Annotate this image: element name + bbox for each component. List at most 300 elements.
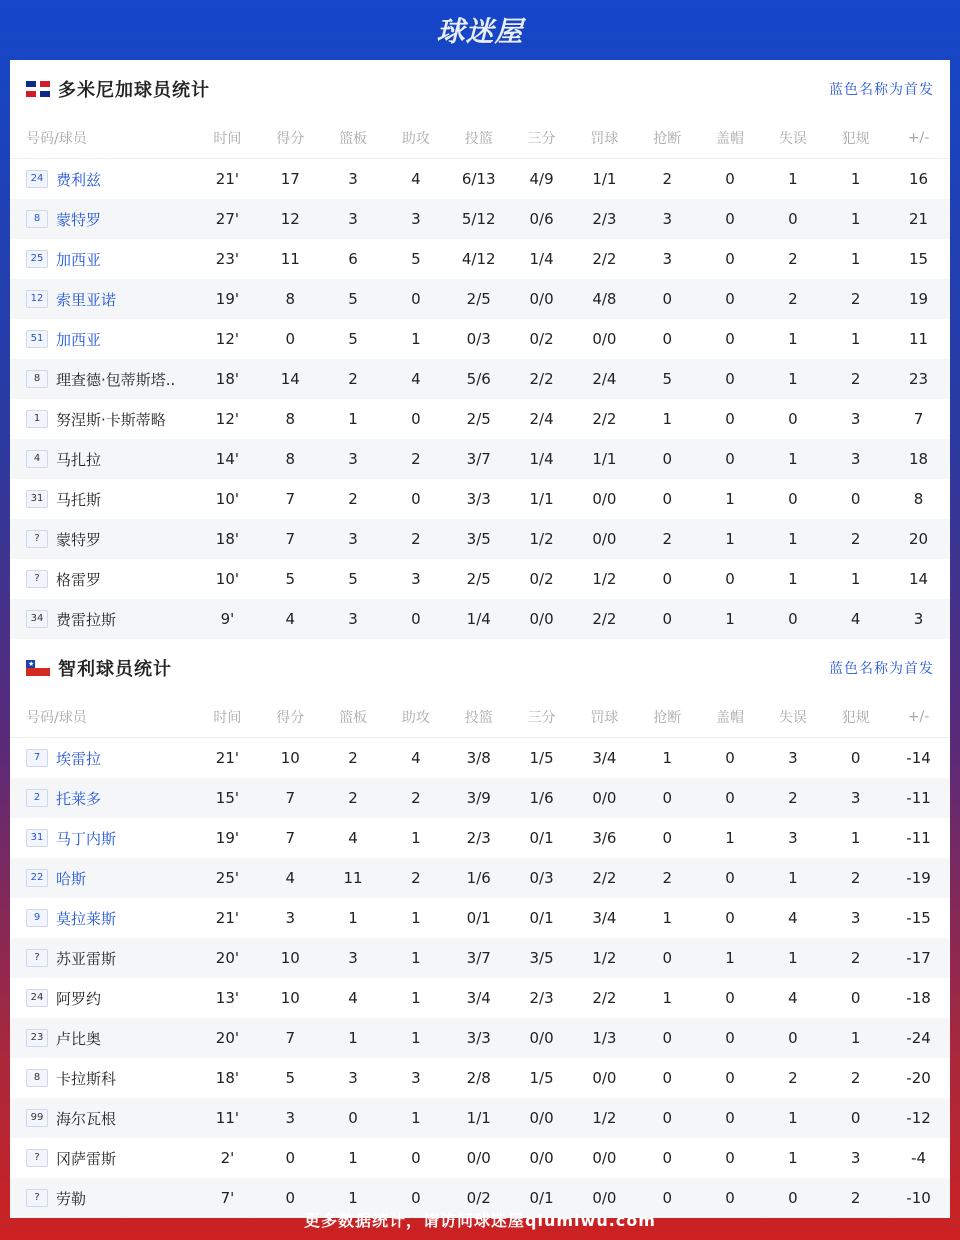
stat-cell: 27' xyxy=(196,199,259,239)
table-row[interactable] xyxy=(10,599,950,639)
player-name[interactable]: 蒙特罗 xyxy=(56,210,102,229)
stat-cell: 9' xyxy=(196,599,259,639)
table-row[interactable] xyxy=(10,159,950,200)
stat-cell: 1/5 xyxy=(529,1069,554,1087)
stat-cell: 0 xyxy=(725,909,735,927)
player-cell xyxy=(10,1018,196,1058)
jersey-number: 12 xyxy=(26,290,48,308)
column-header: 投篮 xyxy=(447,697,510,738)
stat-cell: 18' xyxy=(215,1069,240,1087)
stat-cell: 1 xyxy=(761,938,824,978)
jersey-number: ? xyxy=(26,570,48,588)
stat-cell: 1/1 xyxy=(529,490,554,508)
stat-cell: 25' xyxy=(196,858,259,898)
stat-cell: 3 xyxy=(824,439,887,479)
starter-note: 蓝色名称为首发 xyxy=(829,661,934,677)
stat-cell: 10' xyxy=(215,570,240,588)
stat-cell: 13' xyxy=(215,989,240,1007)
stat-cell: 0 xyxy=(761,599,824,639)
stat-cell: 23 xyxy=(887,359,950,399)
jersey-number: ? xyxy=(26,1149,48,1167)
stat-cell: -11 xyxy=(887,778,950,818)
stat-cell: 0 xyxy=(662,829,672,847)
stat-cell: 1 xyxy=(348,909,358,927)
stat-cell: 1 xyxy=(662,749,672,767)
stat-cell: 3/8 xyxy=(466,749,491,767)
stat-cell: 1/4 xyxy=(447,599,510,639)
jersey-number: 4 xyxy=(26,450,48,468)
column-header: 罚球 xyxy=(573,118,636,159)
table-row[interactable] xyxy=(10,1138,950,1178)
stat-cell: 3 xyxy=(322,599,385,639)
stat-cell: 4/9 xyxy=(529,170,554,188)
jersey-number: 31 xyxy=(26,490,48,508)
stat-cell: 0 xyxy=(725,170,735,188)
stat-cell: 2/3 xyxy=(466,829,491,847)
stat-cell: 1 xyxy=(850,250,861,268)
stat-cell: 0 xyxy=(761,1178,824,1218)
table-row[interactable] xyxy=(10,279,950,319)
stat-cell: 3/7 xyxy=(447,439,510,479)
stat-cell: 3 xyxy=(850,410,861,428)
stat-cell: 0 xyxy=(662,570,672,588)
player-name[interactable]: 费雷拉斯 xyxy=(56,610,117,629)
player-cell xyxy=(10,359,196,399)
stat-cell: 3 xyxy=(348,170,358,188)
player-name[interactable]: 海尔瓦根 xyxy=(56,1109,117,1128)
stat-cell: 3/4 xyxy=(592,909,617,927)
stat-cell: 4 xyxy=(348,829,358,847)
table-row[interactable] xyxy=(10,519,950,559)
stat-cell: 11 xyxy=(322,858,385,898)
table-row[interactable] xyxy=(10,778,950,818)
stat-cell: -17 xyxy=(887,938,950,978)
column-header: 犯规 xyxy=(824,118,887,159)
stat-cell: 2 xyxy=(824,858,887,898)
player-name[interactable]: 卢比奥 xyxy=(56,1029,102,1048)
stat-cell: 3 xyxy=(411,570,421,588)
player-cell xyxy=(10,818,196,858)
stat-cell: 0 xyxy=(636,279,699,319)
stat-cell: 0 xyxy=(411,1149,421,1167)
stat-cell: 0/2 xyxy=(529,330,554,348)
stat-cell: 11 xyxy=(909,330,929,348)
stat-cell: 2/2 xyxy=(592,250,617,268)
column-header: 犯规 xyxy=(824,697,887,738)
table-row[interactable] xyxy=(10,1098,950,1138)
jersey-number: 9 xyxy=(26,909,48,927)
stat-cell: 5 xyxy=(285,570,296,588)
table-row[interactable] xyxy=(10,399,950,439)
stat-cell: 1/2 xyxy=(592,570,617,588)
player-name[interactable]: 费利兹 xyxy=(56,170,102,189)
player-cell xyxy=(10,199,196,239)
jersey-number: 22 xyxy=(26,869,48,887)
stat-cell: 0/0 xyxy=(573,778,636,818)
jersey-number: 8 xyxy=(26,210,48,228)
player-name[interactable]: 加西亚 xyxy=(56,250,102,269)
stat-cell: 2 xyxy=(384,519,447,559)
section-title: 智利球员统计 xyxy=(58,659,172,680)
stat-cell: 1 xyxy=(411,330,421,348)
stat-cell: 20' xyxy=(196,1018,259,1058)
stat-cell: 0 xyxy=(699,778,762,818)
player-name[interactable]: 理查德·包蒂斯塔.. xyxy=(56,370,176,389)
stat-cell: 2/3 xyxy=(573,199,636,239)
stat-cell: 0/0 xyxy=(466,1149,491,1167)
stat-cell: 2 xyxy=(384,439,447,479)
stat-cell: 0 xyxy=(411,410,421,428)
stat-cell: 2' xyxy=(220,1149,235,1167)
stat-cell: 1 xyxy=(725,829,735,847)
stat-cell: 0 xyxy=(725,749,735,767)
stat-cell: 2 xyxy=(384,778,447,818)
stat-cell: 0 xyxy=(761,199,824,239)
column-header: +/- xyxy=(887,697,950,738)
stat-cell: 1 xyxy=(850,570,861,588)
player-name[interactable]: 努涅斯·卡斯蒂略 xyxy=(56,410,166,429)
stat-cell: 3 xyxy=(788,749,798,767)
stat-cell: 0 xyxy=(384,1178,447,1218)
stat-cell: 0 xyxy=(662,1149,672,1167)
table-row[interactable] xyxy=(10,818,950,858)
stat-cell: 0 xyxy=(411,490,421,508)
stat-cell: 1 xyxy=(348,410,358,428)
stat-cell: 1/1 xyxy=(573,439,636,479)
player-name[interactable]: 埃雷拉 xyxy=(56,749,102,768)
stat-cell: 21 xyxy=(887,199,950,239)
column-header: 号码/球员 xyxy=(10,697,196,738)
stat-cell: 12' xyxy=(215,330,240,348)
stat-cell: 12 xyxy=(259,199,322,239)
stat-cell: 5 xyxy=(285,1069,296,1087)
stat-cell: 5/6 xyxy=(447,359,510,399)
player-name[interactable]: 托莱多 xyxy=(56,789,102,808)
stat-cell: 17 xyxy=(280,170,300,188)
player-name[interactable]: 苏亚雷斯 xyxy=(56,949,117,968)
player-cell xyxy=(10,439,196,479)
table-row[interactable] xyxy=(10,898,950,938)
stat-cell: 0 xyxy=(824,1098,887,1138)
stat-cell: 0/1 xyxy=(529,829,554,847)
stat-cell: 3 xyxy=(259,1098,322,1138)
stat-cell: 11 xyxy=(280,250,300,268)
table-row[interactable] xyxy=(10,738,950,779)
stat-cell: 1 xyxy=(411,909,421,927)
stat-cell: 3 xyxy=(662,250,672,268)
stat-cell: -10 xyxy=(887,1178,950,1218)
jersey-number: ? xyxy=(26,949,48,967)
stat-cell: 23' xyxy=(215,250,240,268)
column-header: 抢断 xyxy=(636,118,699,159)
stat-cell: 11' xyxy=(196,1098,259,1138)
stat-cell: 0 xyxy=(850,490,861,508)
player-name[interactable]: 卡拉斯科 xyxy=(56,1069,117,1088)
stat-cell: 7 xyxy=(259,519,322,559)
stat-cell: 1 xyxy=(699,519,762,559)
stat-cell: 2/2 xyxy=(510,359,573,399)
stat-cell: 0 xyxy=(384,599,447,639)
stat-cell: 1 xyxy=(761,519,824,559)
stat-cell: 0 xyxy=(788,410,798,428)
jersey-number: 99 xyxy=(26,1109,48,1127)
stat-cell: 0 xyxy=(259,1178,322,1218)
player-cell xyxy=(10,978,196,1018)
stat-cell: 6/13 xyxy=(461,170,496,188)
jersey-number: ? xyxy=(26,530,48,548)
stat-cell: 3/7 xyxy=(447,938,510,978)
stat-cell: 2 xyxy=(824,279,887,319)
section-header xyxy=(10,639,950,697)
stat-cell: 0 xyxy=(662,490,672,508)
stat-cell: 20 xyxy=(887,519,950,559)
stat-cell: 2 xyxy=(322,359,385,399)
stat-cell: 2 xyxy=(824,938,887,978)
stat-cell: 4/8 xyxy=(573,279,636,319)
stat-cell: 0 xyxy=(636,1018,699,1058)
column-header: 失误 xyxy=(761,697,824,738)
stat-cell: 5 xyxy=(411,250,421,268)
table-row[interactable] xyxy=(10,1058,950,1098)
stat-cell: 1 xyxy=(788,1149,798,1167)
table-row[interactable] xyxy=(10,1018,950,1058)
stat-cell: 2/2 xyxy=(592,989,617,1007)
stat-cell: 0 xyxy=(285,330,296,348)
player-name[interactable]: 哈斯 xyxy=(56,869,87,888)
stat-cell: 19' xyxy=(215,829,240,847)
stat-cell: 1 xyxy=(662,909,672,927)
stat-cell: 1/2 xyxy=(510,519,573,559)
column-header: 号码/球员 xyxy=(10,118,196,159)
table-row[interactable] xyxy=(10,439,950,479)
player-cell xyxy=(10,938,196,978)
stat-cell: 1/6 xyxy=(510,778,573,818)
stat-cell: 1 xyxy=(662,989,672,1007)
stat-cell: 0/0 xyxy=(573,1178,636,1218)
stat-cell: 3/5 xyxy=(447,519,510,559)
stat-cell: 0 xyxy=(850,989,861,1007)
stat-cell: 2 xyxy=(761,778,824,818)
column-header: 盖帽 xyxy=(699,697,762,738)
player-cell xyxy=(10,479,196,519)
stat-cell: 4 xyxy=(259,599,322,639)
stat-cell: 7 xyxy=(259,1018,322,1058)
table-row[interactable] xyxy=(10,559,950,599)
player-name[interactable]: 马托斯 xyxy=(56,490,102,509)
stat-cell: 15' xyxy=(196,778,259,818)
stat-cell: 7 xyxy=(259,778,322,818)
stat-cell: 1 xyxy=(788,330,798,348)
stat-cell: 4 xyxy=(259,858,322,898)
stat-cell: 3 xyxy=(850,1149,861,1167)
stat-cell: 0/2 xyxy=(447,1178,510,1218)
player-name[interactable]: 莫拉莱斯 xyxy=(56,909,117,928)
stat-cell: 1 xyxy=(761,1098,824,1138)
stat-cell: 1/4 xyxy=(510,439,573,479)
stat-cell: -18 xyxy=(906,989,931,1007)
stat-cell: 0 xyxy=(384,279,447,319)
stat-cell: 3 xyxy=(636,199,699,239)
stat-cell: 0/0 xyxy=(510,1018,573,1058)
stat-cell: 18' xyxy=(196,359,259,399)
stat-cell: 1 xyxy=(725,490,735,508)
team-section-dominican xyxy=(10,60,950,639)
stat-cell: 18 xyxy=(887,439,950,479)
stat-cell: 2/5 xyxy=(447,279,510,319)
stat-cell: 4 xyxy=(411,170,421,188)
stat-cell: 1 xyxy=(348,1149,358,1167)
stat-cell: 2/8 xyxy=(466,1069,491,1087)
player-name[interactable]: 索里亚诺 xyxy=(56,290,117,309)
stat-cell: 8 xyxy=(913,490,924,508)
stat-cell: -15 xyxy=(906,909,931,927)
stats-table xyxy=(10,118,950,639)
stat-cell: 3 xyxy=(322,199,385,239)
stat-cell: 2/2 xyxy=(573,858,636,898)
stat-cell: 4 xyxy=(384,359,447,399)
stat-cell: 0 xyxy=(850,749,861,767)
column-header: 抢断 xyxy=(636,697,699,738)
stat-cell: 0/0 xyxy=(510,1098,573,1138)
player-cell xyxy=(10,738,196,779)
stat-cell: 0 xyxy=(636,439,699,479)
stat-cell: 4 xyxy=(411,749,421,767)
stat-cell: 0 xyxy=(699,1098,762,1138)
stat-cell: 4 xyxy=(788,989,798,1007)
jersey-number: 1 xyxy=(26,410,48,428)
stat-cell: 0 xyxy=(699,858,762,898)
stat-cell: 3/3 xyxy=(466,490,491,508)
stat-cell: 2 xyxy=(788,250,798,268)
column-header: 盖帽 xyxy=(699,118,762,159)
player-cell xyxy=(10,858,196,898)
stat-cell: 1 xyxy=(850,829,861,847)
starter-note: 蓝色名称为首发 xyxy=(829,82,934,98)
column-header: 助攻 xyxy=(384,118,447,159)
stat-cell: 3/9 xyxy=(447,778,510,818)
stat-cell: 3 xyxy=(850,909,861,927)
stat-cell: 0 xyxy=(725,410,735,428)
stat-cell: 0 xyxy=(699,199,762,239)
stat-cell: 0 xyxy=(662,1069,672,1087)
player-name[interactable]: 劳勒 xyxy=(56,1189,87,1208)
stat-cell: 3 xyxy=(384,199,447,239)
stat-cell: 1 xyxy=(384,1018,447,1058)
stat-cell: 18' xyxy=(196,519,259,559)
stat-cell: 0 xyxy=(662,330,672,348)
top-bar xyxy=(0,0,960,60)
table-row[interactable] xyxy=(10,978,950,1018)
jersey-number: 8 xyxy=(26,1069,48,1087)
table-row[interactable] xyxy=(10,858,950,898)
stat-cell: 4 xyxy=(348,989,358,1007)
stat-cell: 0 xyxy=(699,1178,762,1218)
player-name[interactable]: 马扎拉 xyxy=(56,450,102,469)
stat-cell: 0 xyxy=(725,989,735,1007)
column-header: 篮板 xyxy=(322,118,385,159)
column-header: 时间 xyxy=(196,697,259,738)
stat-cell: 2 xyxy=(636,519,699,559)
player-name[interactable]: 冈萨雷斯 xyxy=(56,1149,117,1168)
table-row[interactable] xyxy=(10,359,950,399)
stat-cell: 0/0 xyxy=(573,519,636,559)
stat-cell: 6 xyxy=(348,250,358,268)
stat-cell: 1/5 xyxy=(529,749,554,767)
stat-cell: 0 xyxy=(788,490,798,508)
table-row[interactable] xyxy=(10,199,950,239)
stat-cell: 0 xyxy=(725,570,735,588)
stat-cell: -20 xyxy=(906,1069,931,1087)
stat-cell: 7 xyxy=(285,829,296,847)
stat-cell: 1 xyxy=(411,989,421,1007)
table-row[interactable] xyxy=(10,319,950,359)
player-name[interactable]: 蒙特罗 xyxy=(56,530,102,549)
jersey-number: 2 xyxy=(26,789,48,807)
stat-cell: 10 xyxy=(259,938,322,978)
stat-cell: 0/6 xyxy=(510,199,573,239)
footer-link[interactable]: 更多数据统计，请访问球迷屋qiumiwu.com xyxy=(304,1210,656,1230)
stat-cell: 3 xyxy=(824,778,887,818)
stat-cell: 0 xyxy=(699,439,762,479)
jersey-number: 24 xyxy=(26,989,48,1007)
stat-cell: 19 xyxy=(887,279,950,319)
player-cell xyxy=(10,239,196,279)
stat-cell: 3/4 xyxy=(592,749,617,767)
player-name[interactable]: 阿罗约 xyxy=(56,989,102,1008)
stat-cell: 2 xyxy=(788,1069,798,1087)
stat-cell: 4 xyxy=(824,599,887,639)
stat-cell: 0/1 xyxy=(466,909,491,927)
stat-cell: 1 xyxy=(850,170,861,188)
player-name[interactable]: 马丁内斯 xyxy=(56,829,117,848)
stat-cell: 15 xyxy=(909,250,929,268)
site-logo: 球迷屋 xyxy=(436,15,524,48)
stat-cell: 0/3 xyxy=(466,330,491,348)
stat-cell: 0 xyxy=(725,330,735,348)
player-cell xyxy=(10,399,196,439)
jersey-number: 31 xyxy=(26,829,48,847)
column-header: 罚球 xyxy=(573,697,636,738)
stat-cell: 2/2 xyxy=(573,599,636,639)
player-name[interactable]: 加西亚 xyxy=(56,330,102,349)
table-row[interactable] xyxy=(10,239,950,279)
stat-cell: 2/5 xyxy=(466,570,491,588)
player-name[interactable]: 格雷罗 xyxy=(56,570,102,589)
stat-cell: 1/2 xyxy=(573,938,636,978)
stat-cell: 2 xyxy=(384,858,447,898)
stat-cell: -24 xyxy=(887,1018,950,1058)
table-row[interactable] xyxy=(10,938,950,978)
column-header: 得分 xyxy=(259,118,322,159)
stat-cell: 0/0 xyxy=(592,330,617,348)
stat-cell: 1 xyxy=(411,829,421,847)
stat-cell: 1/1 xyxy=(447,1098,510,1138)
stat-cell: 0/3 xyxy=(510,858,573,898)
stat-cell: -11 xyxy=(906,829,931,847)
stat-cell: 0/1 xyxy=(510,1178,573,1218)
stat-cell: -19 xyxy=(887,858,950,898)
stat-cell: 14' xyxy=(196,439,259,479)
jersey-number: 8 xyxy=(26,370,48,388)
player-cell xyxy=(10,1098,196,1138)
stat-cell: 7 xyxy=(913,410,924,428)
stat-cell: 3 xyxy=(322,519,385,559)
stat-cell: 0 xyxy=(636,778,699,818)
section-header xyxy=(10,60,950,118)
player-cell xyxy=(10,559,196,599)
stats-panel xyxy=(10,60,950,1208)
table-row[interactable] xyxy=(10,479,950,519)
